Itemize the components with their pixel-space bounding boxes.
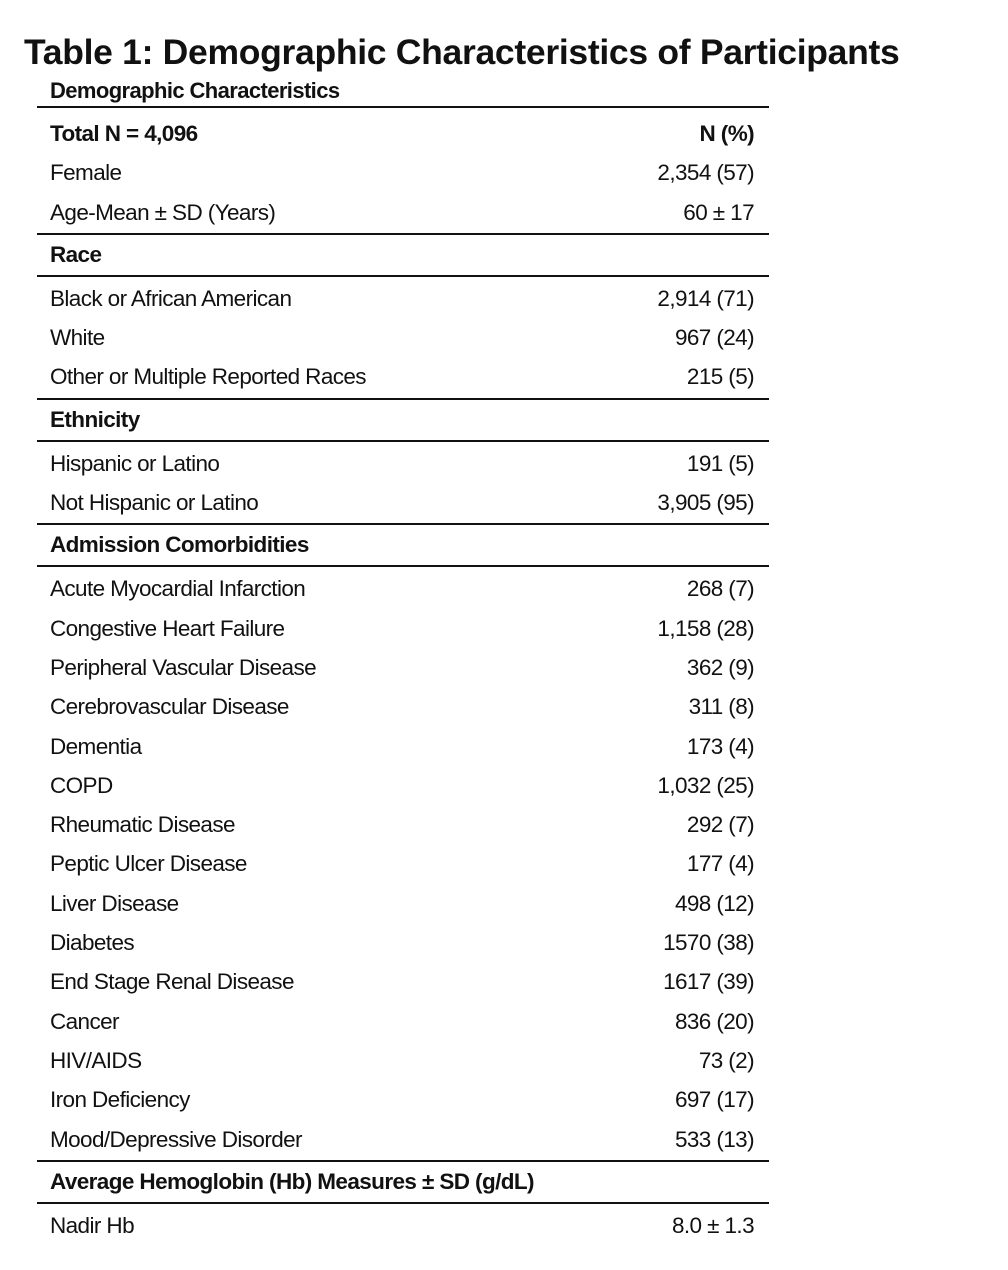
row-label: Dementia — [50, 733, 142, 759]
row-value: 292 (7) — [686, 812, 754, 838]
table-row — [37, 923, 769, 962]
row-label: Rheumatic Disease — [50, 812, 235, 838]
table-row — [37, 687, 769, 726]
row-label: Peptic Ulcer Disease — [50, 851, 247, 877]
table-row — [37, 962, 769, 1001]
table-caption: Demographic Characteristics — [37, 76, 769, 108]
row-value: 697 (17) — [674, 1087, 754, 1113]
table-row — [37, 569, 769, 608]
row-value: 2,354 (57) — [657, 160, 754, 186]
row-value: 268 (7) — [686, 576, 754, 602]
table-row — [37, 609, 769, 648]
table-row — [37, 444, 769, 483]
row-value: 215 (5) — [686, 364, 754, 390]
row-value: 73 (2) — [698, 1047, 754, 1073]
table-row — [37, 1080, 769, 1119]
row-label: Hispanic or Latino — [50, 450, 220, 476]
row-label: Mood/Depressive Disorder — [50, 1126, 302, 1152]
table-row — [37, 1002, 769, 1041]
table-row — [37, 1206, 769, 1245]
table-row — [37, 1041, 769, 1080]
row-label: Age-Mean ± SD (Years) — [50, 199, 276, 225]
table-row — [37, 766, 769, 805]
row-value: 60 ± 17 — [683, 199, 754, 225]
row-value: 498 (12) — [674, 890, 754, 916]
row-value: 2,914 (71) — [657, 285, 754, 311]
section-heading-comorbidities: Admission Comorbidities — [37, 525, 769, 567]
demographics-table — [37, 76, 769, 1246]
row-label: Female — [50, 160, 122, 186]
row-value: 8.0 ± 1.3 — [671, 1212, 754, 1238]
table-row — [37, 727, 769, 766]
row-label: Other or Multiple Reported Races — [50, 364, 366, 390]
row-label: Liver Disease — [50, 890, 179, 916]
row-label: Black or African American — [50, 285, 292, 311]
row-label: Congestive Heart Failure — [50, 615, 285, 641]
table-row — [37, 483, 769, 522]
row-value: 1,032 (25) — [657, 772, 754, 798]
ethnicity-group — [37, 442, 769, 526]
row-label: Iron Deficiency — [50, 1087, 190, 1113]
column-header-n-percent: N (%) — [699, 121, 754, 146]
hemoglobin-group — [37, 1204, 769, 1246]
table-row — [37, 279, 769, 318]
row-value: 967 (24) — [674, 325, 754, 351]
row-value: 533 (13) — [674, 1126, 754, 1152]
row-value: 1617 (39) — [663, 969, 754, 995]
table-row — [37, 318, 769, 357]
row-label: White — [50, 325, 105, 351]
row-value: 311 (8) — [688, 694, 754, 720]
row-label: Nadir Hb — [50, 1212, 134, 1238]
row-label: Not Hispanic or Latino — [50, 490, 259, 516]
overview-group — [37, 108, 769, 235]
row-value: 1,158 (28) — [657, 615, 754, 641]
table-row — [37, 153, 769, 192]
table-row — [37, 805, 769, 844]
row-value: 177 (4) — [686, 851, 754, 877]
row-label: HIV/AIDS — [50, 1047, 142, 1073]
table-row — [37, 357, 769, 396]
row-label: End Stage Renal Disease — [50, 969, 294, 995]
table-title: Table 1: Demographic Characteristics of Participants — [24, 32, 900, 72]
row-label: Acute Myocardial Infarction — [50, 576, 306, 602]
row-label: COPD — [50, 772, 113, 798]
row-value: 191 (5) — [686, 450, 754, 476]
table-row — [37, 1120, 769, 1159]
table-row — [37, 193, 769, 232]
table-row — [37, 844, 769, 883]
section-heading-hemoglobin: Average Hemoglobin (Hb) Measures ± SD (g/dL) — [37, 1162, 769, 1204]
header-row — [37, 114, 769, 153]
total-n-label: Total N = 4,096 — [50, 121, 198, 146]
row-label: Peripheral Vascular Disease — [50, 654, 317, 680]
row-value: 1570 (38) — [663, 930, 754, 956]
race-group — [37, 277, 769, 400]
row-value: 836 (20) — [674, 1008, 754, 1034]
row-label: Diabetes — [50, 930, 135, 956]
row-value: 3,905 (95) — [657, 490, 754, 516]
table-row — [37, 648, 769, 687]
comorbidities-group — [37, 567, 769, 1161]
table-row — [37, 884, 769, 923]
row-label: Cancer — [50, 1008, 119, 1034]
section-heading-race: Race — [37, 235, 769, 277]
row-value: 173 (4) — [686, 733, 754, 759]
row-label: Cerebrovascular Disease — [50, 694, 289, 720]
section-heading-ethnicity: Ethnicity — [37, 400, 769, 442]
row-value: 362 (9) — [686, 654, 754, 680]
